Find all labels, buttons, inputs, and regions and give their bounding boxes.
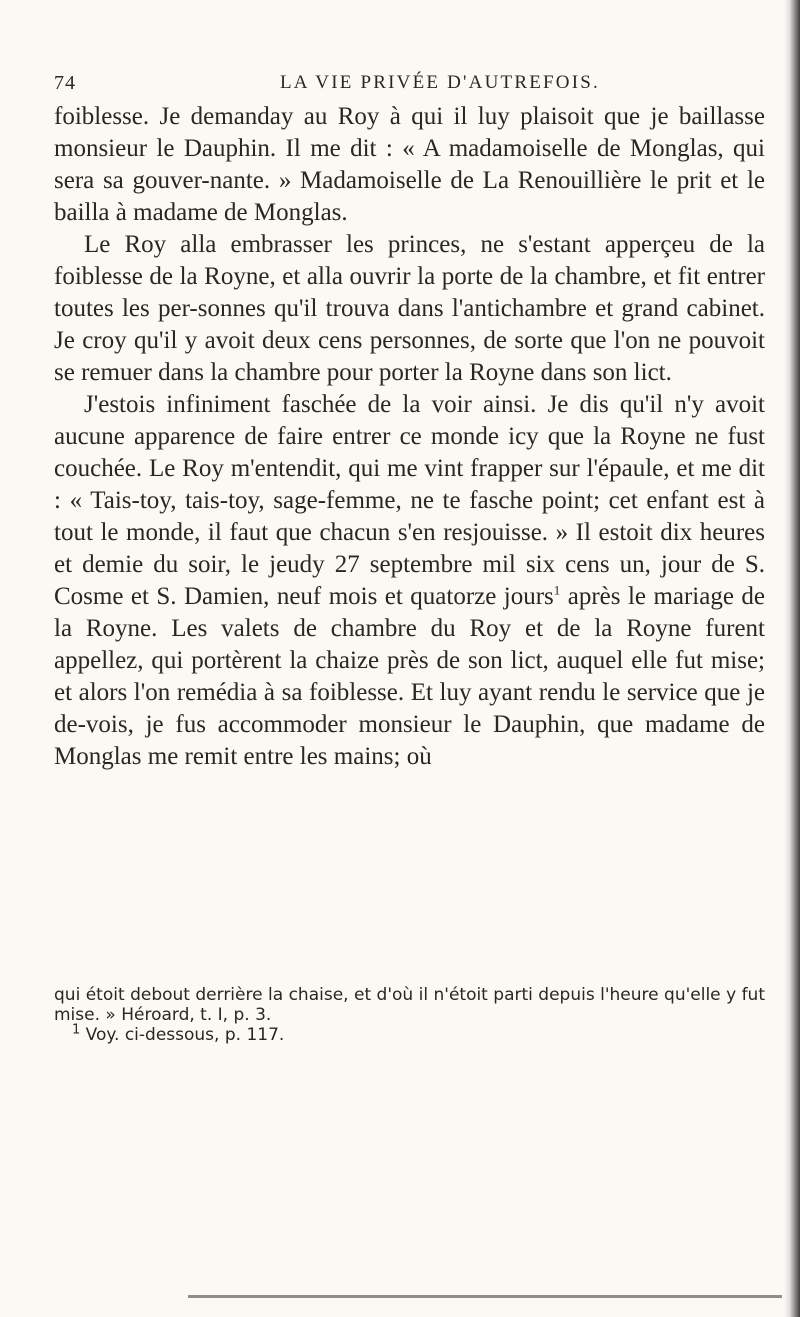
bottom-edge-rule [188, 1295, 782, 1298]
page-edge-shadow [784, 0, 800, 1317]
paragraph-3 [54, 389, 765, 773]
footnote-1 [54, 1022, 765, 1045]
footnote-1-text: Voy. ci-dessous, p. 117. [80, 1025, 285, 1045]
footnotes [54, 985, 765, 1045]
paragraph-3-head: J'estois infiniment faschée de la voir ainsi. Je dis qu'il n'y avoit aucune apparence de faire entrer ce monde icy que la Royne ne fust couchée. Le Roy m'entendit, qui me vint frapper sur l'épaule, et me dit : « Tais-toy, tais-toy, sage-femme, ne te fasche point; cet enfant est à tout le monde, il faut que chacun s'en resjouisse. » Il estoit dix heures et demie du soir, le jeudy 27 septembre mil six cens un, jour de S. Cosme et S. Damien, neuf mois et quatorze jours [54, 391, 765, 610]
footnote-1-marker: 1 [72, 1022, 81, 1038]
paragraph-1: foiblesse. Je demanday au Roy à qui il luy plaisoit que je baillasse monsieur le Dauphin. Il me dit : « A madamoiselle de Monglas, qui sera sa gouver-nante. » Madamoiselle de La Renouillière le prit et le bailla à madame de Monglas. [54, 103, 765, 226]
page-number: 74 [54, 72, 76, 94]
paragraph-3-tail: après le mariage de la Royne. Les valets de chambre du Roy et de la Royne furent appellez, qui portèrent la chaize près de son lict, auquel elle fut mise; et alors l'on remédia à sa foiblesse. Et luy ayant rendu le service que je de-vois, je fus accommoder monsieur le Dauphin, que madame de Monglas me remit entre les mains; où [54, 583, 765, 770]
footnote-continuation: qui étoit debout derrière la chaise, et d'où il n'étoit parti depuis l'heure qu'elle y fut mise. » Héroard, t. I, p. 3. [54, 985, 765, 1025]
footnote-reference: 1 [553, 582, 561, 598]
paragraph-2: Le Roy alla embrasser les princes, ne s'estant apperçeu de la foiblesse de la Royne, et alla ouvrir la porte de la chambre, et fit entrer toutes les per-sonnes qu'il trouva dans l'antichambre et grand cabinet. Je croy qu'il y avoit deux cens personnes, de sorte que l'on ne pouvoit se remuer dans la chambre pour porter la Royne dans son lict. [54, 231, 765, 386]
main-text [54, 101, 765, 773]
running-head: LA VIE PRIVÉE D'AUTREFOIS. [280, 72, 600, 93]
